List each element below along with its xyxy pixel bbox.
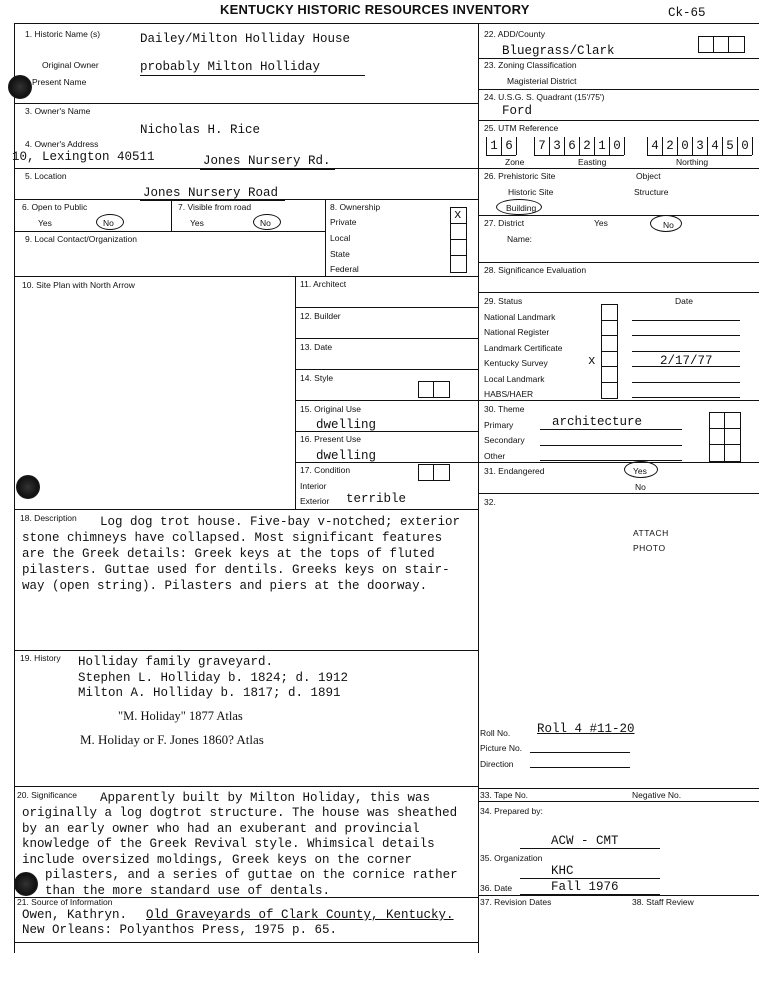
rule-37 bbox=[478, 895, 759, 896]
description-line-1: Log dog trot house. Five-bay v-notched; exterior bbox=[100, 515, 461, 529]
history-atlas-1877: "M. Holiday" 1877 Atlas bbox=[118, 709, 243, 723]
history-line-3: Milton A. Holliday b. 1817; d. 1891 bbox=[78, 686, 341, 700]
date-label: 13. Date bbox=[300, 342, 333, 352]
bottom-rule bbox=[14, 942, 478, 943]
theme-label: 30. Theme bbox=[484, 404, 525, 414]
significance-line-4: knowledge of the Greek Revival style. Whimsical details bbox=[22, 837, 435, 851]
owners-address-street: Jones Nursery Rd. bbox=[203, 154, 331, 168]
open-to-public-label: 6. Open to Public bbox=[22, 202, 88, 212]
building-circle bbox=[496, 199, 542, 215]
quadrant-value: Ford bbox=[502, 104, 533, 118]
utm-northing-digit-3: 3 bbox=[692, 137, 707, 156]
zoning-value: Magisterial District bbox=[507, 76, 577, 86]
significance-line-2: originally a log dogtrot structure. The house was sheathed bbox=[22, 806, 458, 820]
owners-address-label: 4. Owner's Address bbox=[25, 139, 99, 149]
owners-address-line bbox=[200, 169, 335, 170]
revision-dates-label: 37. Revision Dates bbox=[480, 897, 552, 907]
visible-from-road-no-circle bbox=[253, 214, 281, 230]
significance-line-6: pilasters, and a series of guttae on the cornice rather bbox=[45, 868, 458, 882]
endangered-yes-circle bbox=[624, 461, 658, 478]
style-code-divider bbox=[433, 381, 434, 397]
ownership-private: Private bbox=[330, 217, 357, 227]
utm-northing-boxes bbox=[647, 137, 753, 156]
status-date-line bbox=[632, 335, 740, 336]
source-publisher: New Orleans: Polyanthos Press, 1975 p. 65. bbox=[22, 923, 338, 937]
location-line bbox=[140, 200, 285, 201]
status-habs-haer: HABS/HAER bbox=[484, 389, 534, 399]
rule-20 bbox=[14, 786, 478, 787]
tape-no-label: 33. Tape No. bbox=[480, 790, 529, 800]
rule-17 bbox=[295, 462, 478, 463]
organization-label: 35. Organization bbox=[480, 853, 543, 863]
photo-section-label: 32. bbox=[484, 497, 496, 507]
theme-secondary-line bbox=[540, 445, 682, 446]
theme-secondary-label: Secondary bbox=[484, 435, 525, 445]
significance-label: 20. Significance bbox=[17, 790, 78, 800]
quadrant-label: 24. U.S.G. S. Quadrant (15'/75') bbox=[484, 92, 605, 102]
rule-12 bbox=[295, 307, 478, 308]
rule-3 bbox=[14, 103, 478, 104]
historic-site-label: Historic Site bbox=[508, 187, 554, 197]
site-plan-divider bbox=[295, 276, 296, 509]
rule-25 bbox=[478, 120, 759, 121]
header-rule bbox=[14, 23, 759, 24]
present-use-value: dwelling bbox=[316, 449, 377, 463]
direction-line bbox=[530, 767, 630, 768]
status-kentucky-survey-date: 2/17/77 bbox=[660, 354, 713, 368]
original-use-label: 15. Original Use bbox=[300, 404, 361, 414]
local-contact-label: 9. Local Contact/Organization bbox=[25, 234, 137, 244]
visible-from-road-label: 7. Visible from road bbox=[178, 202, 252, 212]
open-to-public-yes: Yes bbox=[38, 218, 52, 228]
roll-value: Roll 4 #11-20 bbox=[537, 722, 635, 736]
rule-15 bbox=[295, 400, 478, 401]
ownership-local: Local bbox=[330, 233, 351, 243]
photo-label: PHOTO bbox=[633, 543, 666, 553]
prehistoric-site-label: 26. Prehistoric Site bbox=[484, 171, 556, 181]
building-label: Building bbox=[506, 203, 537, 213]
endangered-no: No bbox=[635, 482, 646, 492]
history-line-2: Stephen L. Holliday b. 1824; d. 1912 bbox=[78, 671, 349, 685]
rule-27 bbox=[478, 215, 759, 216]
status-cell-rule bbox=[601, 351, 617, 352]
district-no: No bbox=[663, 220, 674, 230]
significance-evaluation-label: 28. Significance Evaluation bbox=[484, 265, 587, 275]
history-line-1: Holliday family graveyard. bbox=[78, 655, 274, 669]
rule-31 bbox=[478, 462, 759, 463]
theme-grid-divider bbox=[724, 412, 725, 461]
description-line-4: pilasters. Guttae used for dentils. Greeks keys on stair- bbox=[22, 563, 450, 577]
source-label: 21. Source of Information bbox=[17, 897, 113, 907]
utm-northing-digit-1: 2 bbox=[662, 137, 677, 156]
theme-grid-rule bbox=[709, 444, 740, 445]
rule-10 bbox=[14, 276, 478, 277]
present-name-label: Present Name bbox=[32, 77, 87, 87]
utm-northing-digit-0: 4 bbox=[647, 137, 662, 156]
theme-primary-value: architecture bbox=[552, 415, 643, 429]
ownership-cell-rule bbox=[450, 255, 466, 256]
original-use-value: dwelling bbox=[316, 418, 377, 432]
condition-exterior-value: terrible bbox=[346, 492, 407, 506]
zoning-label: 23. Zoning Classification bbox=[484, 60, 577, 70]
status-date-line bbox=[632, 397, 740, 398]
utm-northing-digit-6: 0 bbox=[737, 137, 752, 156]
present-use-label: 16. Present Use bbox=[300, 434, 361, 444]
utm-northing-digit-5: 5 bbox=[722, 137, 737, 156]
punch-hole-top bbox=[8, 75, 32, 99]
utm-easting-boxes bbox=[534, 137, 625, 156]
staff-review-label: 38. Staff Review bbox=[632, 897, 694, 907]
rule-16 bbox=[295, 431, 478, 432]
visible-from-road-no: No bbox=[260, 218, 271, 228]
status-local-landmark: Local Landmark bbox=[484, 374, 545, 384]
endangered-yes: Yes bbox=[633, 466, 647, 476]
add-county-label: 22. ADD/County bbox=[484, 29, 545, 39]
structure-label: Structure bbox=[634, 187, 669, 197]
original-owner-label: Original Owner bbox=[42, 60, 99, 70]
open-to-public-no: No bbox=[103, 218, 114, 228]
source-author: Owen, Kathryn. bbox=[22, 908, 128, 922]
site-plan-label: 10. Site Plan with North Arrow bbox=[22, 280, 135, 290]
divider-7-8 bbox=[325, 199, 326, 276]
district-no-circle bbox=[650, 215, 682, 232]
status-cell-rule bbox=[601, 320, 617, 321]
prepared-by-line bbox=[520, 848, 660, 849]
utm-label: 25. UTM Reference bbox=[484, 123, 559, 133]
utm-zone-digit-end bbox=[516, 137, 517, 155]
rule-5 bbox=[14, 168, 478, 169]
rule-9 bbox=[14, 231, 325, 232]
rule-26 bbox=[478, 168, 759, 169]
rule-18 bbox=[14, 509, 478, 510]
description-line-2: stone chimneys have collapsed. Most significant features bbox=[22, 531, 443, 545]
condition-exterior-label: Exterior bbox=[300, 496, 330, 506]
open-to-public-no-circle bbox=[96, 214, 124, 230]
date-36-label: 36. Date bbox=[480, 883, 513, 893]
form-id: Ck-65 bbox=[668, 6, 706, 20]
rule-32 bbox=[478, 493, 759, 494]
theme-code-grid bbox=[709, 412, 741, 462]
ownership-label: 8. Ownership bbox=[330, 202, 381, 212]
county-code-divider bbox=[728, 36, 729, 52]
utm-zone-digit-1: 6 bbox=[501, 137, 516, 156]
utm-easting-digit-1: 3 bbox=[549, 137, 564, 156]
utm-easting-digit-0: 7 bbox=[534, 137, 549, 156]
historic-name-label: 1. Historic Name (s) bbox=[25, 29, 101, 39]
rule-24 bbox=[478, 89, 759, 90]
picture-no-label: Picture No. bbox=[480, 743, 523, 753]
condition-label: 17. Condition bbox=[300, 465, 351, 475]
rule-6 bbox=[14, 199, 478, 200]
attach-label: ATTACH bbox=[633, 528, 669, 538]
rule-28 bbox=[478, 262, 759, 263]
condition-code-boxes bbox=[418, 464, 450, 481]
ownership-cell-rule bbox=[450, 239, 466, 240]
significance-line-1: Apparently built by Milton Holiday, this was bbox=[100, 791, 431, 805]
picture-no-line bbox=[530, 752, 630, 753]
prepared-by-label: 34. Prepared by: bbox=[480, 806, 543, 816]
significance-line-7: than the more standard use of dentals. bbox=[45, 884, 331, 898]
location-value: Jones Nursery Road bbox=[143, 186, 279, 200]
original-owner-line bbox=[140, 75, 365, 76]
style-code-boxes bbox=[418, 381, 450, 398]
county-code-boxes bbox=[698, 36, 745, 53]
description-line-5: way (open string). Pilasters and piers at the doorway. bbox=[22, 579, 428, 593]
form-title: KENTUCKY HISTORIC RESOURCES INVENTORY bbox=[220, 2, 530, 17]
organization-line bbox=[520, 878, 660, 879]
significance-line-3: by an early owner who had an exuberant and provincial bbox=[22, 822, 420, 836]
date-36-value: Fall 1976 bbox=[551, 880, 619, 894]
owners-name-label: 3. Owner's Name bbox=[25, 106, 91, 116]
condition-code-divider bbox=[433, 464, 434, 480]
status-date-line bbox=[632, 382, 740, 383]
object-label: Object bbox=[636, 171, 661, 181]
rule-13 bbox=[295, 338, 478, 339]
ownership-state: State bbox=[330, 249, 350, 259]
utm-northing-digit-4: 4 bbox=[707, 137, 722, 156]
style-label: 14. Style bbox=[300, 373, 334, 383]
status-landmark-certificate: Landmark Certificate bbox=[484, 343, 563, 353]
tape-no-line bbox=[478, 801, 759, 802]
builder-label: 12. Builder bbox=[300, 311, 341, 321]
owners-address-value: 10, Lexington 40511 bbox=[12, 150, 155, 164]
owners-name-value: Nicholas H. Rice bbox=[140, 123, 261, 137]
utm-easting-digit-4: 1 bbox=[594, 137, 609, 156]
status-kentucky-survey: Kentucky Survey bbox=[484, 358, 548, 368]
county-code-divider bbox=[713, 36, 714, 52]
visible-from-road-yes: Yes bbox=[190, 218, 204, 228]
utm-northing-digit-2: 0 bbox=[677, 137, 692, 156]
architect-label: 11. Architect bbox=[300, 279, 347, 289]
district-yes: Yes bbox=[594, 218, 608, 228]
add-county-value: Bluegrass/Clark bbox=[502, 44, 615, 58]
utm-zone-caption: Zone bbox=[505, 157, 525, 167]
utm-easting-digit-2: 6 bbox=[564, 137, 579, 156]
status-label: 29. Status bbox=[484, 296, 523, 306]
status-date-line bbox=[632, 351, 740, 352]
utm-northing-caption: Northing bbox=[676, 157, 709, 167]
theme-primary-line bbox=[540, 429, 682, 430]
utm-zone-digit-0: 1 bbox=[486, 137, 501, 156]
theme-grid-rule bbox=[709, 428, 740, 429]
rule-29 bbox=[478, 292, 759, 293]
history-label: 19. History bbox=[20, 653, 61, 663]
status-cell-rule bbox=[601, 366, 617, 367]
rule-33 bbox=[478, 788, 759, 789]
theme-other-line bbox=[540, 460, 682, 461]
punch-hole-middle bbox=[16, 475, 40, 499]
negative-no-label: Negative No. bbox=[632, 790, 682, 800]
utm-easting-digit-3: 2 bbox=[579, 137, 594, 156]
utm-northing-digit-end bbox=[752, 137, 753, 155]
utm-easting-digit-5: 0 bbox=[609, 137, 624, 156]
rule-19 bbox=[14, 650, 478, 651]
theme-primary-label: Primary bbox=[484, 420, 514, 430]
organization-value: KHC bbox=[551, 864, 574, 878]
rule-30 bbox=[478, 400, 759, 401]
utm-easting-digit-end bbox=[624, 137, 625, 155]
theme-other-label: Other bbox=[484, 451, 506, 461]
endangered-label: 31. Endangered bbox=[484, 466, 545, 476]
status-kentucky-survey-mark: x bbox=[588, 354, 596, 368]
history-atlas-1860: M. Holiday or F. Jones 1860? Atlas bbox=[80, 732, 264, 747]
status-national-register: National Register bbox=[484, 327, 550, 337]
location-label: 5. Location bbox=[25, 171, 67, 181]
original-owner-value: probably Milton Holliday bbox=[140, 60, 321, 74]
prepared-by-value: ACW - CMT bbox=[551, 834, 619, 848]
utm-zone-boxes bbox=[486, 137, 517, 156]
punch-hole-bottom bbox=[14, 872, 38, 896]
roll-label: Roll No. bbox=[480, 728, 511, 738]
source-title: Old Graveyards of Clark County, Kentucky. bbox=[146, 908, 454, 922]
rule-14 bbox=[295, 369, 478, 370]
status-national-landmark: National Landmark bbox=[484, 312, 556, 322]
description-label: 18. Description bbox=[20, 513, 77, 523]
condition-interior-label: Interior bbox=[300, 481, 327, 491]
rule-23 bbox=[478, 58, 759, 59]
utm-easting-caption: Easting bbox=[578, 157, 607, 167]
center-divider bbox=[478, 23, 479, 953]
ownership-federal: Federal bbox=[330, 264, 359, 274]
historic-name-value: Dailey/Milton Holliday House bbox=[140, 32, 351, 46]
district-label: 27. District bbox=[484, 218, 525, 228]
status-date-label: Date bbox=[675, 296, 693, 306]
divider-6-7 bbox=[171, 199, 172, 231]
status-cell-rule bbox=[601, 335, 617, 336]
district-name-label: Name: bbox=[507, 234, 533, 244]
ownership-private-mark: x bbox=[454, 208, 462, 222]
ownership-cell-rule bbox=[450, 223, 466, 224]
direction-label: Direction bbox=[480, 759, 514, 769]
significance-line-5: include oversized moldings, Greek keys on the corner bbox=[22, 853, 413, 867]
description-line-3: are the Greek details: Greek keys at the tops of fluted bbox=[22, 547, 435, 561]
status-cell-rule bbox=[601, 382, 617, 383]
status-date-line bbox=[632, 320, 740, 321]
